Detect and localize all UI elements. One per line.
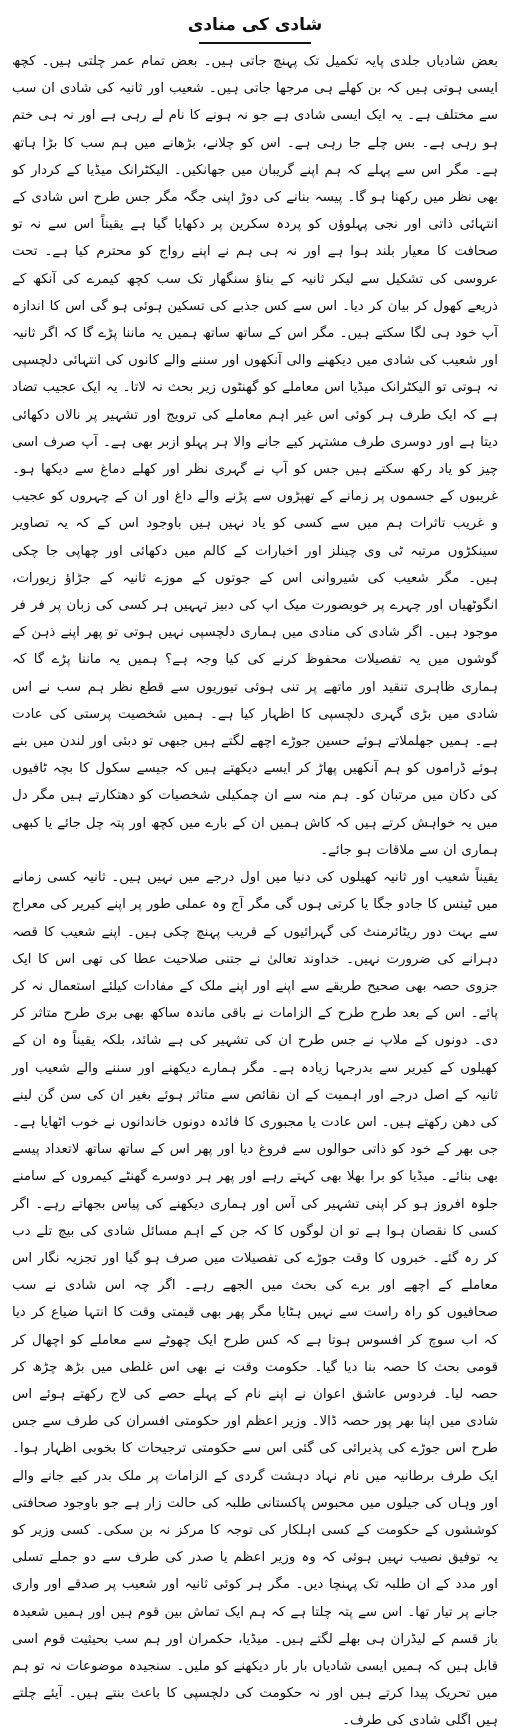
- title-underline: [199, 42, 311, 44]
- article-paragraph-1: بعض شادیاں جلدی پایہ تکمیل تک پہنچ جاتی ہیں۔ بعض تمام عمر چلتی ہیں۔ کچھ ایسی ہوتی ہیں کہ بن کھلے ہی مرجھا جاتی ہیں۔ شعیب اور ثانیہ کی شادی ان سب سے مختلف ہے۔ یہ ایک ایسی شادی ہے جو نہ ہونے کا نام لے رہی ہے اور نہ ہی ختم ہو رہی ہے۔ بس چلے جا رہی ہے۔ اس کو چلانے، بڑھانے میں ہم سب کا بڑا ہاتھ ہے۔ مگر اس سے پہلے کہ ہم اپنے گریبان میں جھانکیں۔ الیکٹرانک میڈیا کے کردار کو بھی نظر میں رکھنا ہو گا۔ پیسہ بنانے کی دوڑ اپنی جگہ مگر جس طرح اس شادی کے انتہائی ذاتی اور نجی پہلوؤں کو پردہ سکرین پر دکھایا گیا ہے یقیناً اس سے نہ تو صحافت کا معیار بلند ہوا ہے اور نہ ہی ہم نے اپنے رواج کو محترم کیا ہے۔ تحت عروسی کی تشکیل سے لیکر ثانیہ کے بناؤ سنگھار تک سب کچھ کیمرے کی آنکھ کے ذریعے کھول کر بیان کر دیا۔ اس سے کس جذبے کی تسکین ہوئی ہو گی اس کا اندازہ آپ خود ہی لگا سکتے ہیں۔ مگر اس کے ساتھ ساتھ ہمیں یہ ماننا پڑے گا کہ اگر ثانیہ اور شعیب کی شادی میں دیکھنے والی آنکھوں اور سننے والے کانوں کی انتہائی دلچسپی نہ ہوتی تو الیکٹرانک میڈیا اس معاملے کو گھنٹوں زیر بحث نہ لاتا۔ یہ ایک عجیب تضاد ہے کہ ایک طرف ہر کوئی اس غیر اہم معاملے کی ترویج اور تشہیر پر نالاں دکھائی دیتا ہے اور دوسری طرف مشتہر کیے جانے والا ہر پہلو ازبر بھی ہے۔ آپ صرف اسی چیز کو یاد رکھ سکتے ہیں جس کو آپ نے گہری نظر اور کھلے دماغ سے دیکھا ہو۔ غریبوں کے جسموں پر زمانے کے تھپڑوں سے پڑنے والے داغ اور ان کے چہروں کو عجیب و غریب تاثرات ہم میں سے کسی کو یاد نہیں ہیں باوجود اس کے کہ یہ تصاویر سینکڑوں مرتبہ ٹی وی چینلز اور اخبارات کے کالم میں دکھائی اور چھاپی جا چکی ہیں۔ مگر شعیب کی شیروانی اس کے جوتوں کے موزے ثانیہ کے جڑاؤ زیورات، انگوٹھیاں اور چہرے پر خوبصورت میک اپ کی دبیز تہہیں ہر کسی کی زبان پر فر فر موجود ہیں۔ اگر شادی کی منادی میں ہماری دلچسپی نہیں ہوتی تو پھر اپنے ذہن کے گوشوں میں یہ تفصیلات محفوظ کرنے کی کیا وجہ ہے؟ ہمیں یہ ماننا پڑے گا کہ ہماری ظاہری تنقید اور ماتھے پر تنی ہوئی تیوریوں سے قطع نظر ہم سب نے اس شادی میں بڑی گہری دلچسپی کا اظہار کیا ہے۔ ہمیں شخصیت پرستی کی عادت ہے۔ ہمیں جھلملاتے ہوئے حسین جوڑے اچھے لگتے ہیں جبھی تو دبئی اور لندن میں بنے ہوئے ڈراموں کو ہم آنکھیں پھاڑ کر ایسے دیکھتے ہیں کہ جیسے سکول کا بچہ ٹافیوں کی دکان میں مرتبان کو۔ ہم منہ سے ان چمکیلی شخصیات کو دھتکارتے ہیں مگر دل میں یہ خواہش کرتے ہیں کہ کاش ہمیں ان کے بارے میں کچھ اور پتہ چل جائے یا کبھی ہماری ان سے ملاقات ہو جائے۔: [12, 54, 498, 858]
- article-paragraph-2: یقیناً شعیب اور ثانیہ کھیلوں کی دنیا میں اول درجے میں نہیں ہیں۔ ثانیہ کسی زمانے میں ٹینس کا جادو جگا یا کرتی ہوں گی مگر آج وہ عملی طور پر اپنے کیریر کی معراج سے بہت دور ریٹائرمنٹ کی گہرائیوں کے قریب پہنچ چکی ہیں۔ اپنے شعیب کا قصہ دہرانے کی ضرورت نہیں۔ خداوند تعالیٰ نے جتنی صلاحیت عطا کی تھی اس کا ایک جزوی حصہ بھی صحیح طریقے سے اپنے اور اپنے ملک کے مفادات کیلئے استعمال نہ کر پائے۔ اس کے بعد طرح طرح کے الزامات نے باقی ماندہ ساکھ بھی بری طرح متاثر کر دی۔ دونوں کے ملاپ نے جس طرح ان کی تشہیر کی ہے شائد، بلکہ یقیناً وہ ان کے کھیلوں کے کیریر سے بدرجہا زیادہ ہے۔ مگر ہمارے دیکھنے اور سننے والے شعیب اور ثانیہ کے اصل درجے اور اہمیت کے ان نقائص سے متاثر ہوئے بغیر ان کی سن گن لینے کی دھن رکھتے ہیں۔ اس عادت یا مجبوری کا فائدہ دونوں خاندانوں نے خوب اٹھایا ہے۔ جی بھر کے خود کو ذاتی حوالوں سے فروغ دیا اور پھر اس کے ساتھ ساتھ لاتعداد پیسے بھی بنائے۔ میڈیا کو برا بھلا بھی کہتے رہے اور پھر ہر دوسرے گھنٹے کیمروں کے سامنے جلوہ افروز ہو کر اپنی تشہیر کی آس اور ہماری دیکھنے کی پیاس بجھاتے رہے۔ اگر کسی کا نقصان ہوا ہے تو ان لوگوں کا کہ جن کے اہم مسائل شادی کی بیچ تلے دب کر رہ گئے۔ خبروں کا وقت جوڑے کی تفصیلات میں صرف ہو گیا اور تجزیہ نگار اس معاملے کے اچھے اور برے کی بحث میں الجھے رہے۔ اگر چہ اس شادی نے سب صحافیوں کو راہ راست سے نہیں ہٹایا مگر پھر بھی قیمتی وقت کا انتہا ضیاع کر دیا کہ اب سوچ کر افسوس ہوتا ہے کہ کس طرح ایک چھوٹے سے معاملے کو اچھال کر قومی بحث کا حصہ بنا دیا گیا۔ حکومت وقت نے بھی اس غلطی میں بڑھ چڑھ کر حصہ لیا۔ فردوس عاشق اعوان نے اپنے نام کے پہلے حصے کی لاج رکھتے ہوئے اس شادی میں اپنا بھر پور حصہ ڈالا۔ وزیر اعظم اور حکومتی افسران کی طرف سے جس طرح اس جوڑے کی پذیرائی کی گئی اس سے حکومتی ترجیحات کا بخوبی اظہار ہوا۔ ایک طرف برطانیہ میں نام نہاد دہشت گردی کے الزامات پر ملک بدر کیے جانے والے اور وہاں کی جیلوں میں محبوس پاکستانی طلبہ کی حالت زار ہے جو باوجود صحافتی کوششوں کے حکومت کے کسی اہلکار کی توجہ کا مرکز نہ بن سکی۔ کسی وزیر کو یہ توفیق نصیب نہیں ہوئی کہ وہ وزیر اعظم یا صدر کی طرف سے دو جملے تسلی اور مدد کے ان طلبہ تک پہنچا دیں۔ مگر ہر کوئی ثانیہ اور شعیب پر صدقے اور واری جانے پر تیار تھا۔ اس سے پتہ چلتا ہے کہ ہم ایک تماش بین قوم ہیں اور ہمیں شعبدہ باز قسم کے لیڈران ہی بھلے لگتے ہیں۔ میڈیا، حکمران اور ہم سب بحیثیت قوم اسی قابل ہیں کہ ہمیں ایسی شادیاں بار بار دیکھنے کو ملیں۔ سنجیدہ موضوعات نہ تو ہم میں تحریک پیدا کرتے ہیں اور نہ حکومت کی دلچسپی کا باعث بنتے ہیں۔ آیئے چلتے ہیں اگلی شادی کی طرف۔: [12, 870, 498, 1729]
- article-body: [12, 48, 498, 1735]
- article-title: شادی کی منادی: [187, 15, 323, 35]
